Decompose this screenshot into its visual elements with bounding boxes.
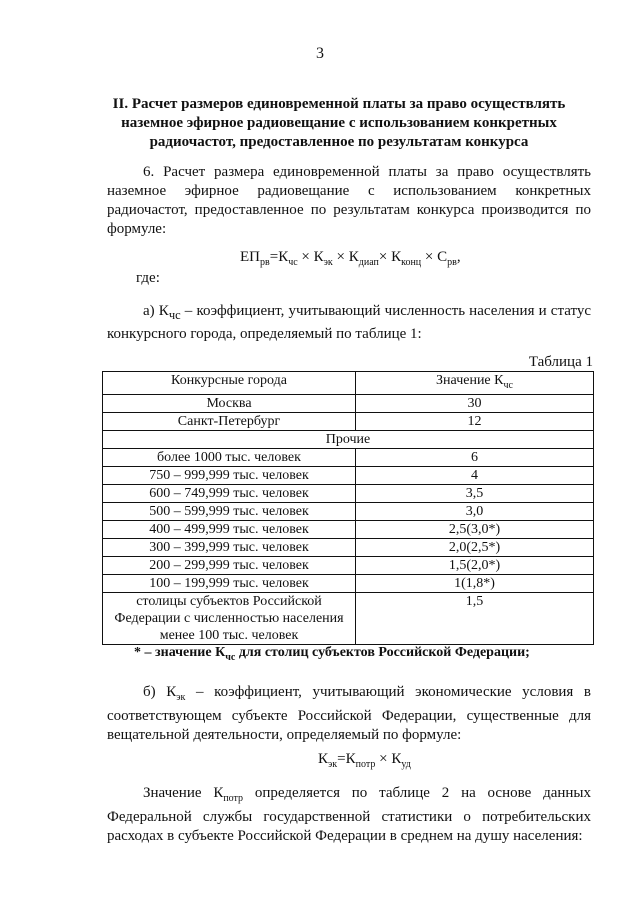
header-value-sub: чс <box>503 379 513 391</box>
formula-sub: рв <box>447 257 457 268</box>
formula-part: × С <box>421 249 448 265</box>
para-a-text: – коэффициент, учитывающий численность населения и статус конкурсного города, определяемый по таблице 1: <box>107 303 591 342</box>
table-row <box>103 502 594 520</box>
paragraph-6 <box>107 163 591 239</box>
table-header-row <box>103 372 594 395</box>
last-para-prefix: Значение К <box>143 785 224 801</box>
city-cell: 600 – 749,999 тыс. человек <box>103 484 356 502</box>
formula-sub: рв <box>260 257 270 268</box>
value-cell: 2,5(3,0*) <box>356 520 594 538</box>
table-header-cities: Конкурсные города <box>103 372 356 395</box>
formula-part: =К <box>269 249 289 265</box>
footnote-prefix: * – значение К <box>134 645 226 660</box>
footnote-sub: чс <box>225 651 236 663</box>
city-cell: более 1000 тыс. человек <box>103 448 356 466</box>
city-cell: 500 – 599,999 тыс. человек <box>103 502 356 520</box>
value-cell: 3,5 <box>356 484 594 502</box>
formula-sub: эк <box>328 759 338 770</box>
para-b-text: – коэффициент, учитывающий экономические условия в соответствующем субъекте Российской Федерации, существенные для вещательной деятельности, определяемый по формуле: <box>107 684 592 743</box>
table-row <box>103 574 594 592</box>
formula-economic-coefficient <box>318 751 411 770</box>
formula-part: × К <box>297 249 324 265</box>
table-row <box>103 520 594 538</box>
table-row <box>103 556 594 574</box>
table-caption: Таблица 1 <box>528 354 593 370</box>
para-a-sub: чс <box>168 308 181 322</box>
table-row <box>103 538 594 556</box>
city-cell: 400 – 499,999 тыс. человек <box>103 520 356 538</box>
para-b-prefix: б) К <box>143 684 177 700</box>
city-cell: 750 – 999,999 тыс. человек <box>103 466 356 484</box>
table-1 <box>102 371 594 645</box>
formula-part: × К <box>332 249 359 265</box>
table-row <box>103 466 594 484</box>
value-cell: 1,5(2,0*) <box>356 556 594 574</box>
paragraph-a <box>107 302 591 344</box>
section-heading: II. Расчет размеров единовременной платы за право осуществлять наземное эфирное радиовещание с использованием конкретных радиочастот, предоставленное по результатам конкурса <box>112 96 566 150</box>
table-header-value <box>356 372 594 395</box>
value-cell: 2,0(2,5*) <box>356 538 594 556</box>
formula-single-payment <box>240 249 461 268</box>
table-row <box>103 592 594 644</box>
formula-sub: потр <box>355 759 376 770</box>
paragraph-6-text: 6. Расчет размера единовременной платы за право осуществлять наземное эфирное радиовещание с использованием конкретных радиочастот, предоставленное по результатам конкурса производится по формуле: <box>107 164 591 237</box>
formula-part: =К <box>337 751 356 767</box>
page-number: 3 <box>316 45 324 62</box>
formula-sub: уд <box>401 759 411 770</box>
formula-sub: чс <box>288 257 298 268</box>
footnote-text: для столиц субъектов Российской Федерации; <box>235 645 530 660</box>
paragraph-b <box>107 683 591 745</box>
value-cell: 30 <box>356 394 594 412</box>
table-row <box>103 394 594 412</box>
last-para-sub: потр <box>223 793 244 804</box>
para-b-sub: эк <box>176 692 186 703</box>
city-cell: Москва <box>103 394 356 412</box>
header-value-prefix: Значение К <box>436 373 504 388</box>
formula-part: , <box>456 249 461 265</box>
paragraph-kpotr <box>107 784 591 846</box>
formula-part: К <box>318 751 329 767</box>
city-cell: 300 – 399,999 тыс. человек <box>103 538 356 556</box>
table-footnote <box>134 645 530 663</box>
formula-part: × К <box>378 249 402 265</box>
city-cell: столицы субъектов Российской Федерации с численностью населения менее 100 тыс. человек <box>103 592 356 644</box>
formula-sub: конц <box>401 257 422 268</box>
where-label: где: <box>136 270 160 286</box>
table-group-row <box>103 430 594 448</box>
table-row <box>103 484 594 502</box>
para-a-prefix: а) К <box>143 303 169 319</box>
group-label-cell: Прочие <box>103 430 594 448</box>
value-cell: 1,5 <box>356 592 594 644</box>
value-cell: 6 <box>356 448 594 466</box>
formula-sub: эк <box>323 257 333 268</box>
formula-lhs: ЕП <box>240 249 260 265</box>
value-cell: 3,0 <box>356 502 594 520</box>
city-cell: Санкт-Петербург <box>103 412 356 430</box>
table-row <box>103 412 594 430</box>
formula-sub: диап <box>358 257 379 268</box>
value-cell: 4 <box>356 466 594 484</box>
city-cell: 100 – 199,999 тыс. человек <box>103 574 356 592</box>
formula-part: × К <box>375 751 402 767</box>
last-para-text: определяется по таблице 2 на основе данных Федеральной службы государственной статистики о потребительских расходах в субъекте Российской Федерации в среднем на душу населения: <box>107 785 591 844</box>
table-row <box>103 448 594 466</box>
value-cell: 12 <box>356 412 594 430</box>
value-cell: 1(1,8*) <box>356 574 594 592</box>
city-cell: 200 – 299,999 тыс. человек <box>103 556 356 574</box>
